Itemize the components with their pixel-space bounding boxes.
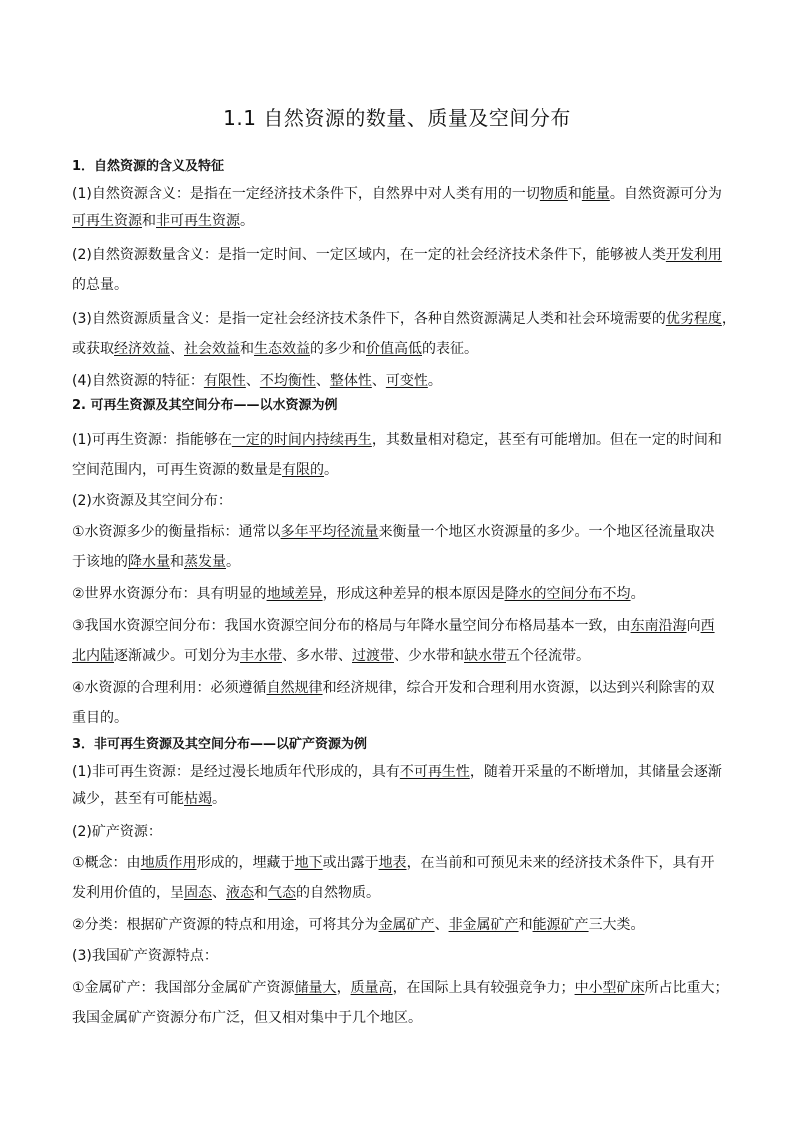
text-segment: 、多水带、: [282, 648, 352, 664]
text-segment: 我国金属矿产资源分布广泛，但又相对集中于几个地区。: [72, 1010, 422, 1026]
text-segment: (1)自然资源含义：是指在一定经济技术条件下，自然界中对人类有用的一切: [72, 186, 540, 202]
underlined-term: 价值高低: [366, 341, 422, 357]
text-segment: 和经济规律，综合开发和合理利用水资源，以达到兴利除害的双: [322, 680, 715, 696]
underlined-term: 地域差异: [266, 586, 323, 602]
text-line: [72, 1008, 422, 1028]
text-line: [72, 853, 715, 873]
underlined-term: 地表: [378, 855, 407, 871]
text-segment: (3)自然资源质量含义：是指一定社会经济技术条件下，各种自然资源满足人类和社会环境需要的: [72, 311, 666, 327]
underlined-term: 液态: [226, 885, 254, 901]
text-line: [72, 915, 645, 935]
text-segment: 。: [240, 213, 254, 229]
text-line: [72, 245, 722, 265]
text-segment: 所占比重大；: [644, 980, 729, 996]
underlined-term: 生态效益: [254, 341, 310, 357]
underlined-term: 能源矿产: [532, 917, 589, 933]
text-segment: 五个径流带。: [506, 648, 590, 664]
text-line: [72, 789, 226, 809]
text-segment: 空间范围内，可再生资源的数量是: [72, 462, 282, 478]
text-line: [72, 883, 380, 903]
text-segment: 、: [245, 373, 260, 389]
text-segment: 和: [240, 341, 254, 357]
text-segment: 、: [434, 917, 449, 933]
text-segment: ，: [721, 311, 736, 327]
text-segment: ，在当前和可预见未来的经济技术条件下，具有开: [406, 855, 715, 871]
text-segment: ②分类：根据矿产资源的特点和用途，可将其分为: [72, 917, 379, 933]
text-segment: 。: [630, 586, 645, 602]
text-segment: 3．非可再生资源及其空间分布——以矿产资源为例: [72, 737, 368, 752]
text-line: [72, 522, 715, 542]
text-segment: (3)我国矿产资源特点：: [72, 948, 218, 964]
underlined-term: 经济效益: [114, 341, 170, 357]
underlined-term: 储量大: [294, 980, 337, 996]
underlined-term: 质量高: [350, 980, 393, 996]
underlined-term: 丰水带: [240, 648, 282, 664]
underlined-term: 不可再生性: [399, 764, 470, 780]
underlined-term: 过渡带: [352, 648, 394, 664]
text-segment: ，其数量相对稳定，甚至有可能增加。但在一定的时间和: [371, 432, 722, 448]
underlined-term: 北内陆: [72, 648, 114, 664]
underlined-term: 优劣程度: [665, 311, 722, 327]
underlined-term: 社会效益: [184, 341, 240, 357]
text-segment: ，形成这种差异的根本原因是: [322, 586, 505, 602]
text-segment: (2)水资源及其空间分布：: [72, 493, 232, 509]
text-line: [72, 309, 736, 329]
underlined-term: 非可再生资源: [156, 213, 240, 229]
text-segment: ③我国水资源空间分布：我国水资源空间分布的格局与年降水量空间分布格局基本一致，由: [72, 618, 631, 634]
section-heading: [72, 157, 224, 177]
text-line: [72, 339, 478, 359]
text-segment: 、: [371, 373, 386, 389]
text-segment: ①水资源多少的衡量指标：通常以: [72, 524, 281, 540]
text-line: [72, 978, 729, 998]
text-line: [72, 552, 240, 572]
underlined-term: 非金属矿产: [448, 917, 519, 933]
text-line: [72, 371, 442, 391]
underlined-term: 有限的: [282, 462, 324, 478]
text-segment: ①概念：由: [72, 855, 141, 871]
text-line: [72, 646, 590, 666]
text-line: [72, 822, 162, 842]
text-segment: (1)非可再生资源：是经过漫长地质年代形成的，具有: [72, 764, 400, 780]
text-segment: 形成的，埋藏于: [196, 855, 295, 871]
text-line: [72, 762, 722, 782]
underlined-term: 多年平均径流量: [280, 524, 379, 540]
underlined-term: 开发利用: [665, 247, 722, 263]
text-segment: 1．自然资源的含义及特征: [72, 159, 225, 174]
underlined-term: 气态: [268, 885, 296, 901]
text-segment: ④水资源的合理利用：必须遵循: [72, 680, 267, 696]
underlined-term: 降水量: [128, 554, 170, 570]
underlined-term: 地质作用: [140, 855, 197, 871]
text-segment: 。自然资源可分为: [609, 186, 722, 202]
text-segment: (4)自然资源的特征：: [72, 373, 204, 389]
underlined-term: 整体性: [329, 373, 372, 389]
underlined-term: 有限性: [203, 373, 246, 389]
text-segment: ②世界水资源分布：具有明显的: [72, 586, 267, 602]
underlined-term: 中小型矿床: [574, 980, 645, 996]
text-segment: 减少，甚至有可能: [72, 791, 184, 807]
underlined-term: 金属矿产: [378, 917, 435, 933]
text-line: [72, 584, 645, 604]
underlined-term: 物质: [539, 186, 568, 202]
text-segment: 。: [226, 554, 240, 570]
text-segment: 和: [518, 917, 533, 933]
text-segment: 、: [212, 885, 226, 901]
text-segment: 和: [170, 554, 184, 570]
text-segment: ，随着开采量的不断增加，其储量会逐渐: [469, 764, 722, 780]
text-line: [72, 460, 338, 480]
text-segment: 重目的。: [72, 710, 128, 726]
text-segment: 和: [142, 213, 156, 229]
text-segment: ①金属矿产：我国部分金属矿产资源: [72, 980, 295, 996]
text-segment: 逐渐减少。可划分为: [114, 648, 240, 664]
text-segment: 发利用价值的，呈: [72, 885, 184, 901]
text-segment: 的总量。: [72, 277, 128, 293]
text-segment: 或获取: [72, 341, 114, 357]
underlined-term: 地下: [294, 855, 323, 871]
underlined-term: 蒸发量: [184, 554, 226, 570]
text-segment: 来衡量一个地区水资源量的多少。一个地区径流量取决: [378, 524, 715, 540]
text-line: [72, 211, 254, 231]
underlined-term: 可变性: [385, 373, 428, 389]
underlined-term: 降水的空间分布不均: [504, 586, 631, 602]
section-heading: [72, 735, 367, 755]
underlined-term: 东南沿海: [630, 618, 687, 634]
underlined-term: 西: [700, 618, 715, 634]
text-line: [72, 491, 232, 511]
text-segment: 、少水带和: [394, 648, 464, 664]
text-segment: ，: [336, 980, 351, 996]
text-segment: 于该地的: [72, 554, 128, 570]
text-line: [72, 946, 218, 966]
text-line: [72, 275, 128, 295]
text-segment: (1)可再生资源：指能够在: [72, 432, 232, 448]
text-segment: 和: [254, 885, 268, 901]
text-line: [72, 708, 128, 728]
text-segment: 向: [686, 618, 701, 634]
text-line: [72, 678, 715, 698]
text-segment: 2. 可再生资源及其空间分布——以水资源为例: [72, 398, 338, 413]
text-line: [72, 616, 715, 636]
text-segment: 和: [567, 186, 582, 202]
text-line: [72, 184, 722, 204]
text-segment: 的自然物质。: [296, 885, 380, 901]
text-segment: ，在国际上具有较强竞争力；: [392, 980, 575, 996]
underlined-term: 自然规律: [266, 680, 323, 696]
underlined-term: 不均衡性: [259, 373, 316, 389]
underlined-term: 能量: [581, 186, 610, 202]
page-title: 1.1 自然资源的数量、质量及空间分布: [223, 106, 571, 130]
text-line: [72, 430, 722, 450]
text-segment: 的多少和: [310, 341, 366, 357]
text-segment: 。: [324, 462, 338, 478]
text-segment: 。: [212, 791, 226, 807]
text-segment: 、: [315, 373, 330, 389]
text-segment: (2)矿产资源：: [72, 824, 162, 840]
text-segment: 的表征。: [422, 341, 478, 357]
underlined-term: 一定的时间内持续再生: [231, 432, 372, 448]
underlined-term: 固态: [184, 885, 212, 901]
text-segment: 或出露于: [322, 855, 379, 871]
underlined-term: 可再生资源: [72, 213, 142, 229]
text-segment: (2)自然资源数量含义：是指一定时间、一定区域内，在一定的社会经济技术条件下，能够被人类: [72, 247, 666, 263]
text-segment: 。: [427, 373, 442, 389]
underlined-term: 枯竭: [184, 791, 212, 807]
text-segment: 三大类。: [588, 917, 645, 933]
underlined-term: 缺水带: [464, 648, 506, 664]
section-heading: [72, 396, 338, 416]
text-segment: 、: [170, 341, 184, 357]
